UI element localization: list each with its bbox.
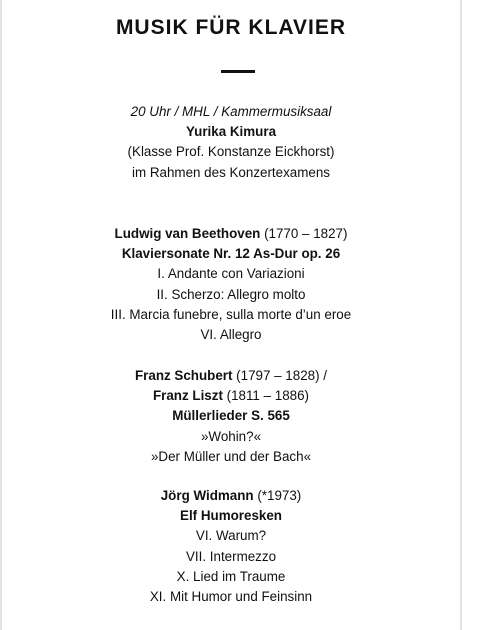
movement: XI. Mit Humor und Feinsinn [149,589,313,605]
class-line: (Klasse Prof. Konstanze Eickhorst) [127,144,335,160]
movement: VI. Warum? [195,528,267,544]
work-title: Elf Humoresken [180,508,282,524]
composer-dates: (*1973) [253,488,302,503]
work-title: Klaviersonate Nr. 12 As-Dur op. 26 [121,246,341,262]
composer-line [2,366,460,386]
movement: X. Lied im Traume [176,568,286,584]
composer-dates: (1797 – 1828) / [232,368,327,383]
composer-name: Franz Liszt [152,388,223,404]
title-divider [221,70,255,73]
composer-dates: (1770 – 1827) [260,226,348,241]
intro-block [2,102,460,183]
performer-name: Yurika Kimura [185,124,277,140]
context-line: im Rahmen des Konzertexamens [132,164,330,180]
movement: »Wohin?« [200,428,262,444]
movement: »Der Müller und der Bach« [150,448,312,464]
movement: II. Scherzo: Allegro molto [156,286,306,302]
page-title: MUSIK FÜR KLAVIER [115,16,347,39]
venue-line: 20 Uhr / MHL / Kammermusiksaal [130,104,332,119]
composer-dates: (1811 – 1886) [222,388,310,404]
composer-line [2,224,460,244]
composer-name: Jörg Widmann [160,488,254,503]
piece-beethoven [2,224,460,345]
composer-name: Ludwig van Beethoven [114,226,261,241]
piece-schubert-liszt [2,366,460,467]
composer-line [2,386,460,406]
movement: I. Andante con Variazioni [157,266,305,282]
composer-name: Franz Schubert [134,368,233,383]
movement: VII. Intermezzo [185,548,277,564]
composer-line [2,486,460,506]
work-title: Müllerlieder S. 565 [172,408,290,424]
piece-widmann [2,486,460,607]
movement: VI. Allegro [200,327,262,343]
movement: III. Marcia funebre, sulla morte d’un eroe [110,306,352,322]
right-border [460,0,462,630]
